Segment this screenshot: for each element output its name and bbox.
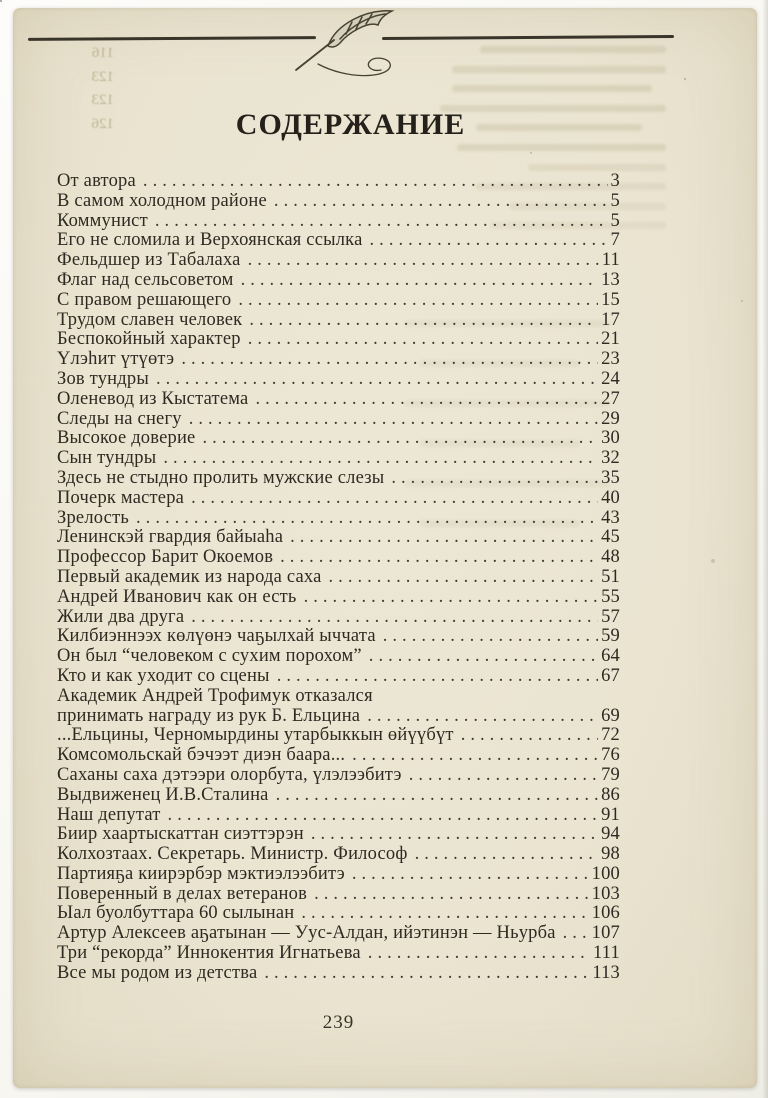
toc-row [57,489,620,509]
toc-row [57,647,620,667]
toc-entry-page-number: 43 [601,507,620,528]
toc-row [57,885,620,905]
toc-entry-page-number: 5 [610,190,620,211]
toc-entry-page-number: 30 [601,428,620,449]
toc-row [57,192,620,212]
toc-entry-title: В самом холодном районе [57,190,267,211]
toc-entry-title: Коммунист [57,210,148,231]
toc-dot-leader [415,845,599,865]
toc-dot-leader [181,350,598,370]
toc-entry-page-number: 57 [601,606,620,627]
toc-dot-leader [329,568,599,588]
toc-entry-page-number: 111 [593,943,620,964]
toc-entry-page-number: 76 [601,745,620,766]
toc-row [57,528,620,548]
bleedthrough-number: 123 [91,68,114,85]
toc-entry-page-number: 103 [591,883,620,904]
contents-title: СОДЕРЖАНИЕ [235,108,466,141]
toc-dot-leader [280,548,598,568]
toc-entry-page-number: 40 [601,487,620,508]
toc-row [57,726,620,746]
toc-entry-page-number: 113 [592,962,620,983]
bleedthrough-number: 123 [91,92,114,108]
toc-entry-title: С правом решающего [57,289,232,310]
toc-entry-title: Почерк мастера [57,487,185,508]
toc-dot-leader [274,192,608,212]
toc-dot-leader [369,647,598,667]
toc-dot-leader [370,231,608,251]
bleedthrough-number: 116 [92,45,114,61]
toc-entry-title: Первый академик из народа саха [57,566,322,587]
toc-row [57,311,620,331]
toc-entry-title: Фельдшер из Табалаха [57,250,241,271]
toc-entry-page-number: 21 [601,329,620,350]
toc-row [57,390,620,410]
toc-row [57,865,620,885]
toc-dot-leader [136,509,598,529]
toc-dot-leader [461,726,598,746]
toc-row [57,212,620,232]
toc-entry-title: Трудом славен человек [57,309,243,330]
toc-entry-title: Академик Андрей Трофимук отказался [57,685,373,706]
toc-entry-title: Сын тундры [57,448,157,469]
quill-pen-illustration [286,4,418,84]
toc-entry-page-number: 23 [601,349,620,370]
toc-entry-page-number: 35 [601,467,620,488]
toc-entry-page-number: 86 [601,784,620,805]
toc-entry-title: Зов тундры [57,368,149,389]
toc-entry-page-number: 29 [601,408,620,429]
toc-row [57,964,620,984]
toc-entry-title: Здесь не стыдно пролить мужские слезы [57,467,385,488]
toc-dot-leader [264,964,589,984]
toc-dot-leader [352,746,598,766]
toc-dot-leader [248,330,598,350]
toc-entry-page-number: 55 [601,586,620,607]
toc-entry-title: Зрелость [57,507,130,528]
toc-row [57,410,620,430]
toc-row [57,707,620,727]
toc-row [57,687,620,707]
toc-dot-leader [409,766,598,786]
toc-dot-leader [143,172,608,192]
toc-row [57,231,620,251]
toc-entry-title: Колхозтаах. Секретарь. Министр. Философ [57,844,408,865]
toc-row [57,469,620,489]
toc-entry-page-number: 27 [601,388,620,409]
toc-dot-leader [391,469,598,489]
toc-entry-title: Все мы родом из детства [57,962,258,983]
toc-row [57,746,620,766]
toc-entry-title: Его не сломила и Верхоянская ссылка [57,230,363,251]
toc-entry-title: Андрей Иванович как он есть [57,586,297,607]
toc-entry-page-number: 3 [610,171,620,191]
toc-entry-title: Үлэһит үтүөтэ [57,349,175,370]
toc-row [57,608,620,628]
toc-entry-page-number: 45 [601,527,620,548]
toc-entry-page-number: 100 [591,863,620,884]
folio-page-number: 239 [322,1012,355,1033]
toc-entry-page-number: 48 [601,547,620,568]
toc-entry-title: ...Ельцины, Черномырдины утарбыккын өйүүбүт [57,725,454,746]
toc-entry-title: Артур Алексеев аҕатынан — Уус-Алдан, ийэтинэн — Ньурба [57,923,556,944]
toc-entry-title: Кто и как уходит со сцены [57,665,270,686]
toc-row [57,509,620,529]
toc-entry-page-number: 79 [601,764,620,785]
toc-entry-page-number: 72 [601,725,620,746]
toc-row [57,330,620,350]
toc-entry-page-number: 94 [601,824,620,845]
toc-entry-page-number: 24 [601,368,620,389]
toc-dot-leader [238,291,598,311]
toc-row [57,291,620,311]
toc-entry-title: Ыал буолбуттара 60 сылынан [57,903,295,924]
toc-row [57,350,620,370]
toc-dot-leader [383,627,598,647]
toc-entry-title: Партияҕа киирэрбэр мэктиэлээбитэ [57,863,345,884]
toc-row [57,786,620,806]
toc-entry-title: Высокое доверие [57,428,196,449]
toc-dot-leader [277,667,598,687]
toc-dot-leader [248,251,599,271]
toc-entry-title: Биир хаартыскаттан сиэттэрэн [57,824,304,845]
toc-dot-leader [304,588,599,608]
toc-dot-leader [352,865,589,885]
toc-dot-leader [368,944,590,964]
toc-entry-title: Жили два друга [57,606,185,627]
toc-dot-leader [311,825,598,845]
toc-entry-page-number: 59 [601,626,620,647]
toc-row [57,667,620,687]
toc-entry-page-number: 32 [601,448,620,469]
toc-entry-title: Саханы саха дэтээри олорбута, үлэлээбитэ [57,764,402,785]
toc-entry-title: Он был “человеком с сухим порохом” [57,646,362,667]
toc-dot-leader [155,212,608,232]
toc-row [57,904,620,924]
toc-entry-title: Комсомольскай бэчээт диэн баара... [57,745,346,766]
toc-dot-leader [202,429,598,449]
toc-entry-page-number: 106 [591,903,620,924]
toc-row [57,627,620,647]
toc-row [57,766,620,786]
toc-dot-leader [255,390,598,410]
toc-row [57,806,620,826]
toc-entry-page-number: 13 [601,269,620,290]
toc-dot-leader [276,786,599,806]
toc-entry-page-number: 69 [601,705,620,726]
toc-entry-title: Следы на снегу [57,408,182,429]
toc-entry-page-number: 51 [601,566,620,587]
toc-entry-title: Флаг над сельсоветом [57,269,234,290]
toc-row [57,251,620,271]
toc-dot-leader [241,271,599,291]
toc-entry-page-number: 91 [601,804,620,825]
toc-row [57,845,620,865]
toc-entry-title: Три “рекорда” Иннокентия Игнатьева [57,943,361,964]
toc-row [57,548,620,568]
toc-row [57,944,620,964]
toc-dot-leader [163,449,598,469]
toc-entry-title: Беспокойный характер [57,329,241,350]
toc-entry-page-number: 15 [601,289,620,310]
toc-entry-page-number: 67 [601,665,620,686]
scan-speck-artifacts [0,0,2,2]
toc-row [57,172,620,192]
toc-row [57,429,620,449]
toc-row [57,568,620,588]
toc-row [57,370,620,390]
toc-dot-leader [191,489,598,509]
toc-entry-title: Поверенный в делах ветеранов [57,883,308,904]
toc-entry-title: От автора [57,171,136,191]
toc-entry-page-number: 98 [601,844,620,865]
toc-row [57,588,620,608]
toc-entry-page-number: 5 [610,210,620,231]
toc-dot-leader [156,370,598,390]
toc-entry-page-number: 7 [610,230,620,251]
toc-dot-leader [301,904,588,924]
toc-entry-title: Наш депутат [57,804,161,825]
toc-entry-title: Ленинскэй гвардия байыаһа [57,527,284,548]
toc-entry-title: Оленевод из Кыстатема [57,388,249,409]
toc-dot-leader [189,410,598,430]
toc-dot-leader [563,924,589,944]
toc-dot-leader [314,885,589,905]
toc-entry-title: Профессор Барит Окоемов [57,547,274,568]
toc-row [57,449,620,469]
toc-row [57,271,620,291]
toc-row [57,924,620,944]
toc-dot-leader [168,806,599,826]
toc-dot-leader [367,707,598,727]
toc-entry-page-number: 17 [601,309,620,330]
toc-dot-leader [249,311,598,331]
toc-entry-title: Выдвиженец И.В.Сталина [57,784,269,805]
toc-entry-page-number: 64 [601,646,620,667]
bleedthrough-number: 126 [91,115,114,132]
toc-entry-title: принимать награду из рук Б. Ельцина [57,705,361,726]
toc-dot-leader [290,528,598,548]
toc-entry-page-number: 107 [591,923,620,944]
toc-entry-page-number: 11 [601,250,620,271]
toc-entry-title: Килбиэннээх көлүөнэ чаҕылхай ыччата [57,626,376,647]
toc-dot-leader [191,608,598,628]
toc-row [57,825,620,845]
toc-list [57,172,620,984]
